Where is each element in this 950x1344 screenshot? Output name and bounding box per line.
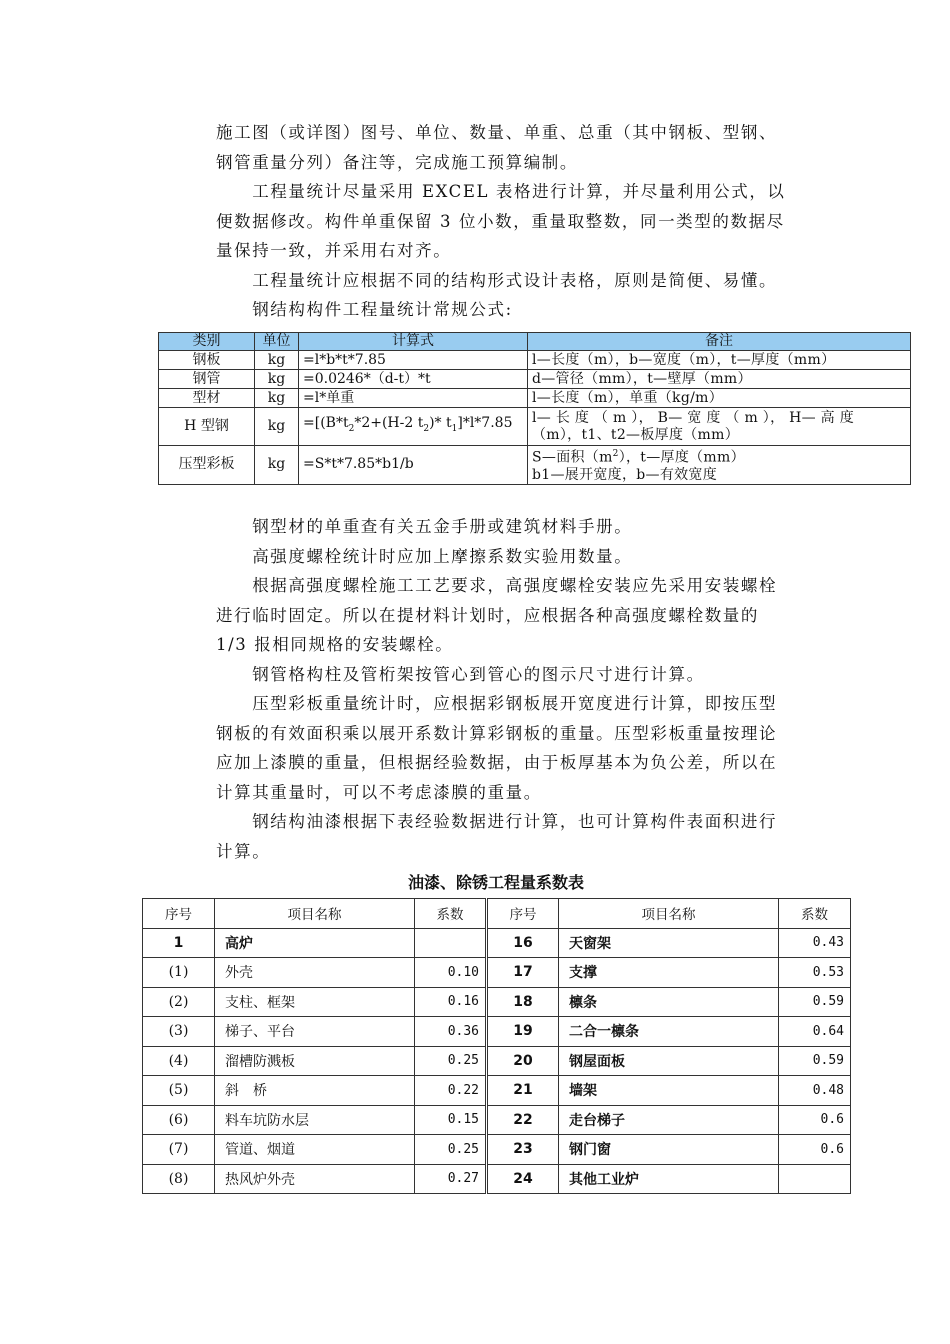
table-row xyxy=(143,987,851,1017)
coefficient-cell xyxy=(415,928,487,958)
text-line: 便数据修改。构件单重保留 3 位小数，重量取整数，同一类型的数据尽 xyxy=(216,211,785,231)
row-number-cell: (6) xyxy=(143,1105,215,1135)
table-header-row xyxy=(159,333,911,351)
unit-cell: kg xyxy=(255,408,299,446)
text-line: 钢结构构件工程量统计常规公式: xyxy=(216,300,513,319)
item-name-cell: 热风炉外壳 xyxy=(215,1164,415,1194)
text-line: 压型彩板重量统计时，应根据彩钢板展开宽度进行计算，即按压型 xyxy=(216,694,778,713)
column-header: 系数 xyxy=(415,899,487,929)
note-cell: d—管径（mm），t—壁厚（mm） xyxy=(528,370,911,389)
column-header: 序号 xyxy=(143,899,215,929)
text-line: 施工图（或详图）图号、单位、数量、单重、总重（其中钢板、型钢、 xyxy=(216,123,778,142)
item-name-cell: 外壳 xyxy=(215,958,415,988)
row-number-cell: 16 xyxy=(487,928,559,958)
text-line: 计算其重量时，可以不考虑漆膜的重量。 xyxy=(216,782,542,802)
column-header: 项目名称 xyxy=(215,899,415,929)
row-number-cell: 22 xyxy=(487,1105,559,1135)
coefficient-cell: 0.25 xyxy=(415,1046,487,1076)
row-number-cell: (1) xyxy=(143,958,215,988)
text-line: 钢管重量分列）备注等，完成施工预算编制。 xyxy=(216,152,578,172)
table-row xyxy=(143,1105,851,1135)
row-number-cell: (5) xyxy=(143,1076,215,1106)
row-number-cell: (7) xyxy=(143,1135,215,1165)
coefficient-cell: 0.59 xyxy=(779,987,851,1017)
formula-cell: =S*t*7.85*b1/b xyxy=(299,446,528,485)
row-number-cell: (2) xyxy=(143,987,215,1017)
table-row xyxy=(159,370,911,389)
item-name-cell: 料车坑防水层 xyxy=(215,1105,415,1135)
coefficient-table xyxy=(142,898,851,1194)
category-cell: 钢管 xyxy=(159,370,255,389)
coefficient-cell: 0.6 xyxy=(779,1135,851,1165)
row-number-cell: 17 xyxy=(487,958,559,988)
note-part: S—面积（m xyxy=(532,449,613,466)
table-row xyxy=(159,389,911,408)
table-row xyxy=(159,351,911,370)
note-line: b1—展开宽度，b—有效宽度 xyxy=(532,466,718,483)
category-cell: 型材 xyxy=(159,389,255,408)
row-number-cell: 19 xyxy=(487,1017,559,1047)
text-line: 高强度螺栓统计时应加上摩擦系数实验用数量。 xyxy=(216,546,633,566)
formula-cell: =l*b*t*7.85 xyxy=(299,351,528,370)
coefficient-cell: 0.25 xyxy=(415,1135,487,1165)
row-number-cell: 18 xyxy=(487,987,559,1017)
text-line: 计算。 xyxy=(216,841,271,861)
coefficient-cell: 0.15 xyxy=(415,1105,487,1135)
item-name-cell: 墙架 xyxy=(559,1076,779,1106)
row-number-cell: 24 xyxy=(487,1164,559,1194)
note-cell xyxy=(528,446,911,485)
column-header: 项目名称 xyxy=(559,899,779,929)
paragraph-body xyxy=(216,512,812,866)
note-part: ），t—厚度（mm） xyxy=(618,449,745,466)
formula-cell: =0.0246*（d-t）*t xyxy=(299,370,528,389)
subscript: 2 xyxy=(348,423,355,434)
formula-cell: =l*单重 xyxy=(299,389,528,408)
item-name-cell: 斜 桥 xyxy=(215,1076,415,1106)
coefficient-cell: 0.16 xyxy=(415,987,487,1017)
table-row xyxy=(143,1017,851,1047)
item-name-cell: 钢门窗 xyxy=(559,1135,779,1165)
coefficient-cell: 0.43 xyxy=(779,928,851,958)
table-row xyxy=(143,1135,851,1165)
coefficient-cell: 0.6 xyxy=(779,1105,851,1135)
row-number-cell: (4) xyxy=(143,1046,215,1076)
coefficient-cell: 0.48 xyxy=(779,1076,851,1106)
note-cell xyxy=(528,408,911,446)
coefficient-cell xyxy=(779,1164,851,1194)
coefficient-cell: 0.59 xyxy=(779,1046,851,1076)
superscript: 2 xyxy=(612,449,619,459)
coefficient-cell: 0.36 xyxy=(415,1017,487,1047)
row-number-cell: (3) xyxy=(143,1017,215,1047)
coefficient-cell: 0.53 xyxy=(779,958,851,988)
item-name-cell: 钢屋面板 xyxy=(559,1046,779,1076)
category-cell: 钢板 xyxy=(159,351,255,370)
text-line: 钢型材的单重查有关五金手册或建筑材料手册。 xyxy=(216,517,633,536)
row-number-cell: (8) xyxy=(143,1164,215,1194)
table-row xyxy=(143,1164,851,1194)
note-line xyxy=(532,446,906,467)
coefficient-cell: 0.22 xyxy=(415,1076,487,1106)
column-header: 系数 xyxy=(779,899,851,929)
item-name-cell: 高炉 xyxy=(215,928,415,958)
unit-cell: kg xyxy=(255,351,299,370)
item-name-cell: 支柱、框架 xyxy=(215,987,415,1017)
note-cell: l—长度（m），b—宽度（m），t—厚度（mm） xyxy=(528,351,911,370)
note-line: l— 长 度 （ m ）， B— 宽 度 （ m ）， H— 高 度 xyxy=(532,409,855,426)
text-line: 钢板的有效面积乘以展开系数计算彩钢板的重量。压型彩板重量按理论 xyxy=(216,723,778,743)
item-name-cell: 二合一檩条 xyxy=(559,1017,779,1047)
item-name-cell: 天窗架 xyxy=(559,928,779,958)
category-cell: H 型钢 xyxy=(159,408,255,446)
table-header-row xyxy=(143,899,851,929)
table-row xyxy=(143,1046,851,1076)
formula-part: *2+(H-2 t xyxy=(354,415,424,432)
item-name-cell: 檩条 xyxy=(559,987,779,1017)
text-line: 工程量统计尽量采用 EXCEL 表格进行计算，并尽量利用公式，以 xyxy=(216,182,786,201)
row-number-cell: 23 xyxy=(487,1135,559,1165)
column-header: 序号 xyxy=(487,899,559,929)
subscript: 1 xyxy=(451,423,458,434)
text-line: 根据高强度螺栓施工工艺要求，高强度螺栓安装应先采用安装螺栓 xyxy=(216,576,778,595)
item-name-cell: 梯子、平台 xyxy=(215,1017,415,1047)
text-line: 应加上漆膜的重量，但根据经验数据，由于板厚基本为负公差，所以在 xyxy=(216,753,778,772)
coefficient-cell: 0.10 xyxy=(415,958,487,988)
table-row xyxy=(159,446,911,485)
row-number-cell: 21 xyxy=(487,1076,559,1106)
formula-cell xyxy=(299,408,528,446)
unit-cell: kg xyxy=(255,370,299,389)
coef-table-title: 油漆、除锈工程量系数表 xyxy=(407,873,584,892)
text-line: 1/3 报相同规格的安装螺栓。 xyxy=(216,635,454,654)
category-cell: 压型彩板 xyxy=(159,446,255,485)
coefficient-cell: 0.27 xyxy=(415,1164,487,1194)
text-line: 钢管格构柱及管桁架按管心到管心的图示尺寸进行计算。 xyxy=(216,664,705,684)
coefficient-cell: 0.64 xyxy=(779,1017,851,1047)
formula-part: )* t xyxy=(429,415,452,432)
coef-table-body xyxy=(143,928,851,1194)
column-header: 备注 xyxy=(528,333,911,351)
table-row xyxy=(143,958,851,988)
item-name-cell: 其他工业炉 xyxy=(559,1164,779,1194)
column-header: 类别 xyxy=(159,333,255,351)
note-line: （m），t1、t2—板厚度（mm） xyxy=(532,426,739,443)
table-row xyxy=(143,928,851,958)
unit-cell: kg xyxy=(255,446,299,485)
text-line: 量保持一致，并采用右对齐。 xyxy=(216,241,452,260)
column-header: 单位 xyxy=(255,333,299,351)
item-name-cell: 支撑 xyxy=(559,958,779,988)
text-line: 工程量统计应根据不同的结构形式设计表格，原则是简便、易懂。 xyxy=(216,270,778,290)
formula-part: =[(B*t xyxy=(303,415,349,432)
unit-cell: kg xyxy=(255,389,299,408)
column-header: 计算式 xyxy=(299,333,528,351)
table-row xyxy=(143,1076,851,1106)
formula-table xyxy=(158,332,911,485)
row-number-cell: 1 xyxy=(143,928,215,958)
text-line: 进行临时固定。所以在提材料计划时，应根据各种高强度螺栓数量的 xyxy=(216,605,759,625)
subscript: 2 xyxy=(423,423,430,434)
text-line: 钢结构油漆根据下表经验数据进行计算，也可计算构件表面积进行 xyxy=(216,812,778,831)
item-name-cell: 管道、烟道 xyxy=(215,1135,415,1165)
paragraph-intro xyxy=(216,118,812,325)
formula-part: ]*l*7.85 xyxy=(457,415,513,432)
table-row xyxy=(159,408,911,446)
item-name-cell: 溜槽防溅板 xyxy=(215,1046,415,1076)
row-number-cell: 20 xyxy=(487,1046,559,1076)
item-name-cell: 走台梯子 xyxy=(559,1105,779,1135)
note-cell: l—长度（m），单重（kg/m） xyxy=(528,389,911,408)
